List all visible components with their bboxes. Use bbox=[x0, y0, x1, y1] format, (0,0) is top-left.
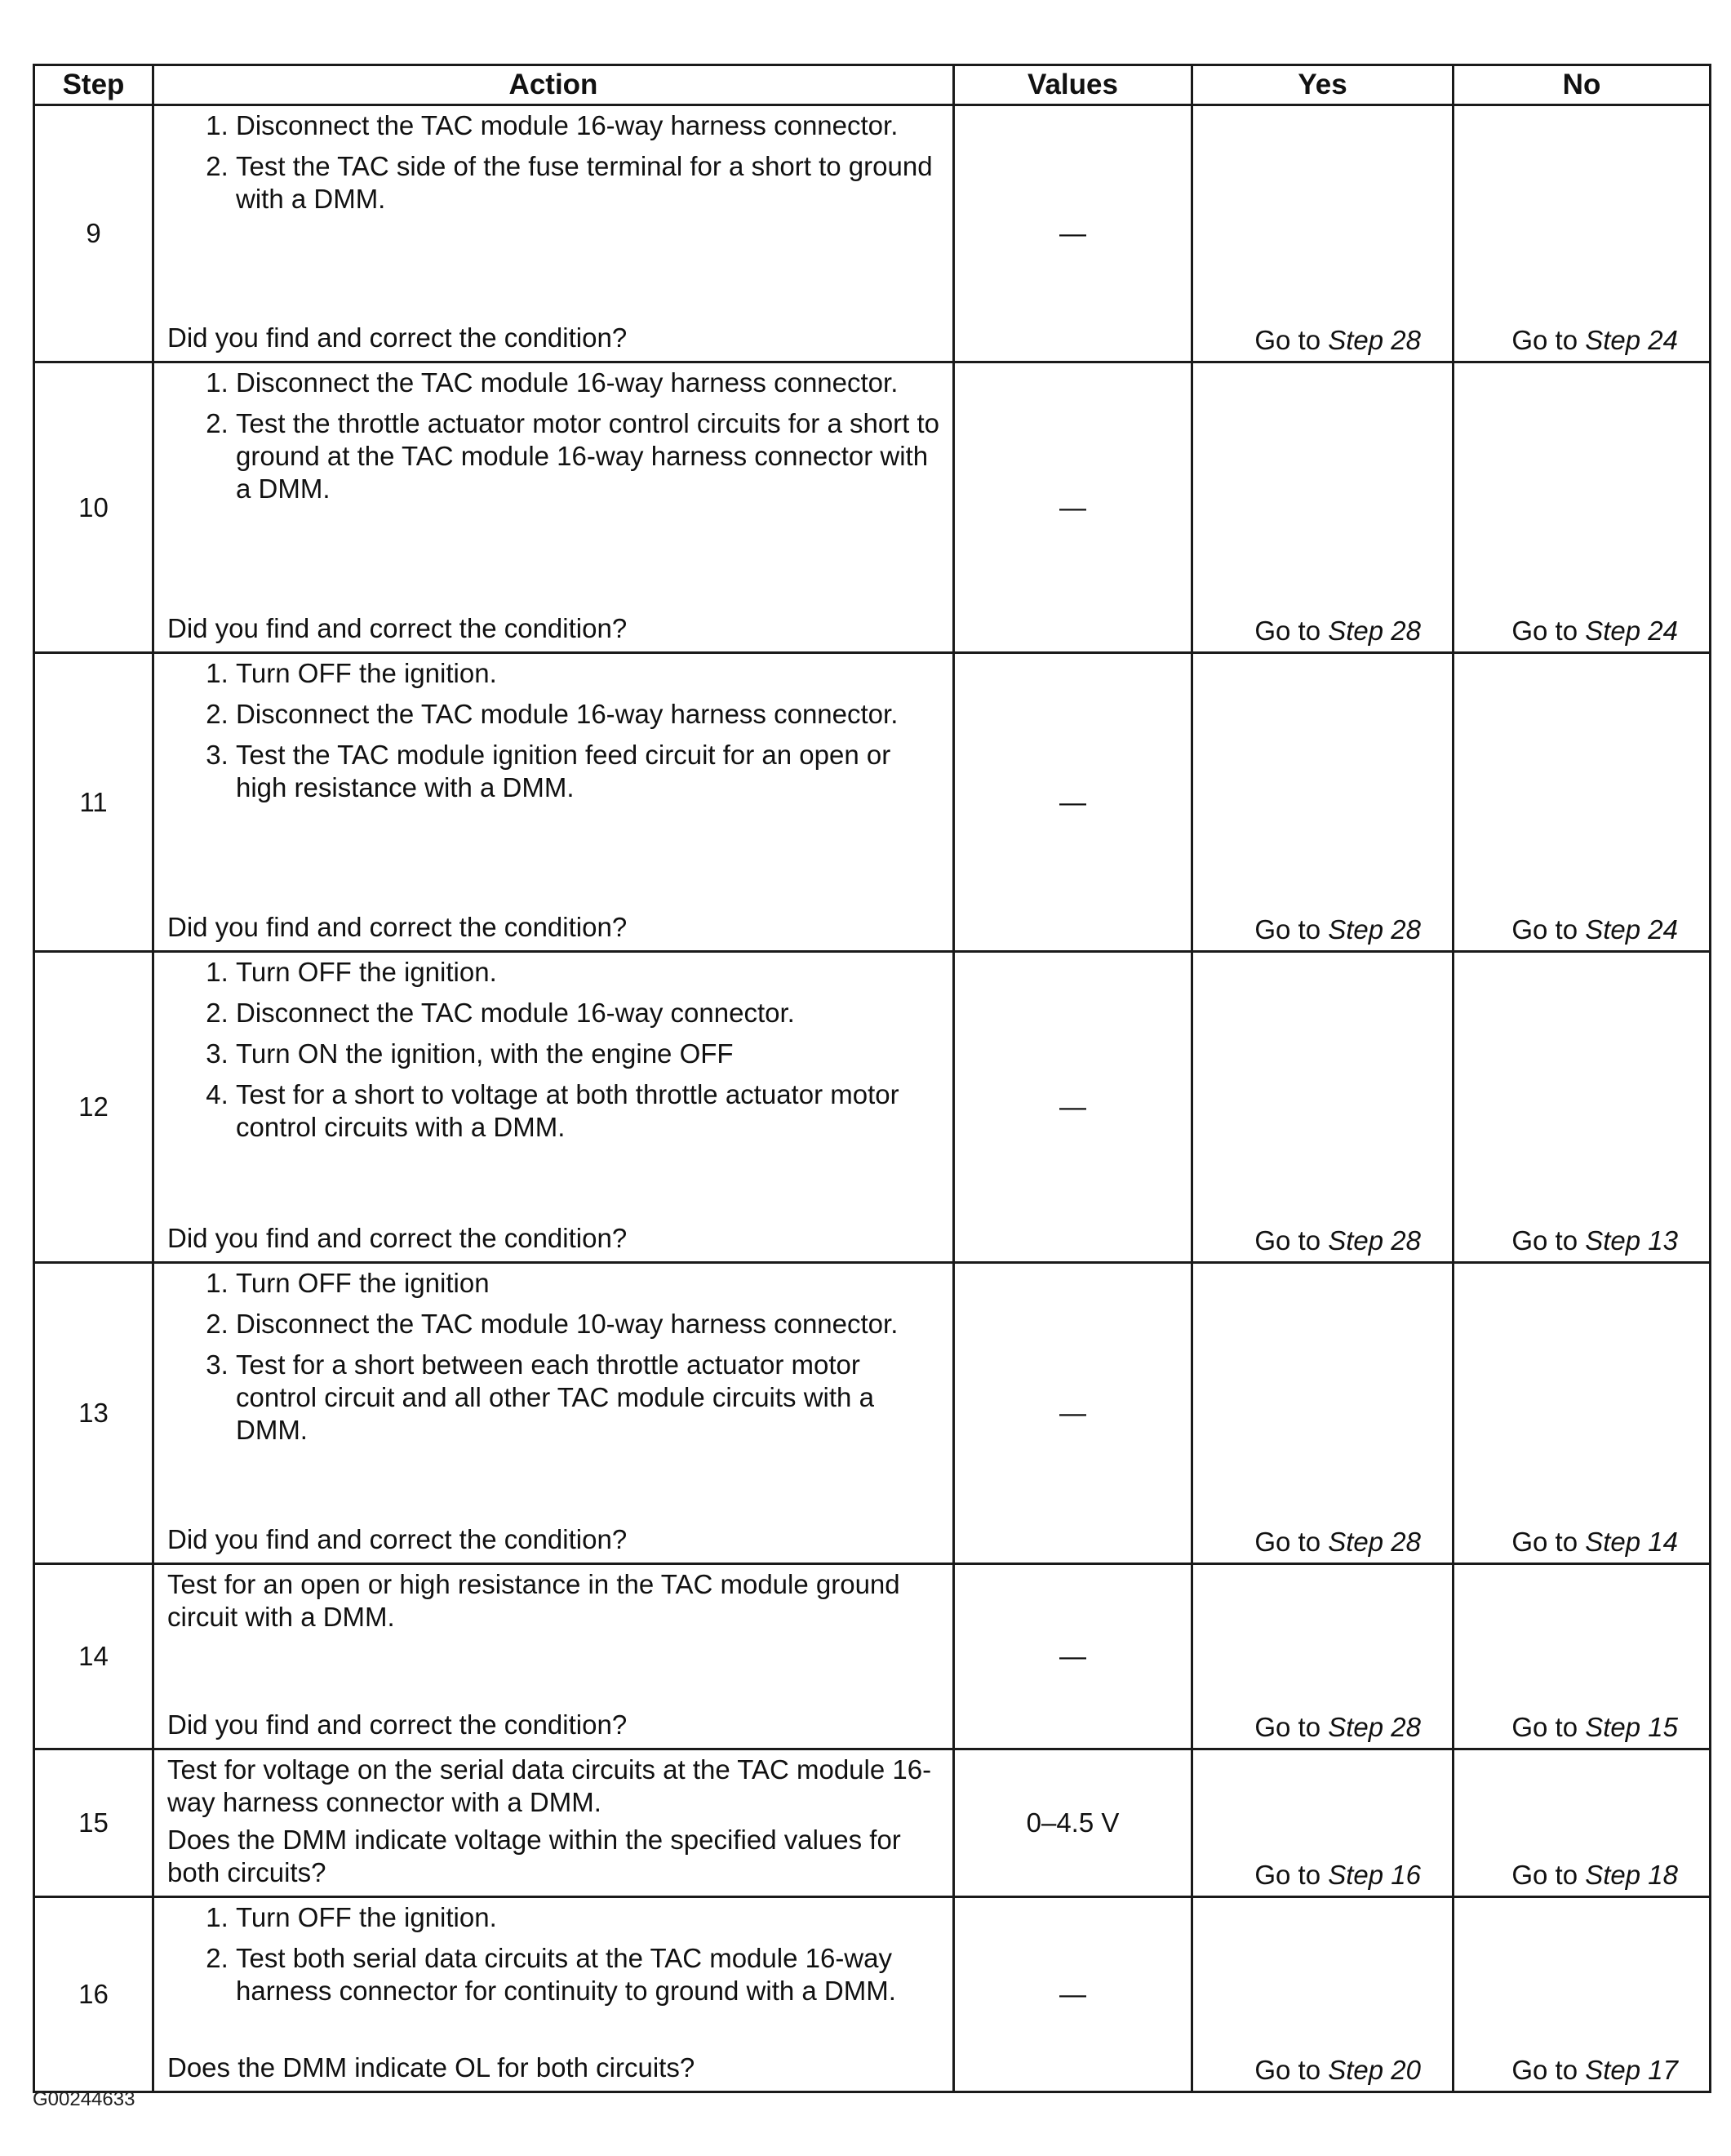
header-no: No bbox=[1454, 65, 1711, 105]
table-row bbox=[34, 1564, 1711, 1749]
action-text: Test for voltage on the serial data circuits at the TAC module 16-way harness connector with a DMM. bbox=[167, 1754, 932, 1817]
goto-prefix: Go to bbox=[1511, 616, 1578, 646]
action-question: Did you find and correct the condition? bbox=[167, 912, 628, 942]
step-number: 11 bbox=[34, 653, 153, 952]
value-cell: — bbox=[954, 362, 1192, 653]
no-step-ref: Step 15 bbox=[1585, 1712, 1678, 1742]
goto-prefix: Go to bbox=[1254, 1712, 1321, 1742]
action-question: Does the DMM indicate OL for both circuits? bbox=[167, 2052, 695, 2083]
step-number: 13 bbox=[34, 1263, 153, 1564]
table-row bbox=[34, 362, 1711, 653]
no-step-ref: Step 17 bbox=[1585, 2055, 1678, 2085]
action-cell bbox=[153, 1263, 954, 1564]
goto-prefix: Go to bbox=[1254, 325, 1321, 355]
action-step-item: 2. Test the throttle actuator motor control circuits for a short to ground at the TAC module 16-way harness connector with a DMM. bbox=[236, 407, 941, 505]
action-step-item: 1. Turn OFF the ignition. bbox=[236, 657, 941, 690]
goto-prefix: Go to bbox=[1511, 1860, 1578, 1890]
yes-cell bbox=[1192, 1564, 1454, 1749]
no-cell bbox=[1454, 362, 1711, 653]
action-step-item: 3. Test for a short between each throttle actuator motor control circuit and all other TAC module circuits with a DMM. bbox=[236, 1349, 941, 1447]
diagnostic-table bbox=[33, 64, 1711, 2093]
action-step-item: 1. Turn OFF the ignition bbox=[236, 1267, 941, 1300]
goto-prefix: Go to bbox=[1511, 1527, 1578, 1557]
yes-step-ref: Step 28 bbox=[1328, 1527, 1421, 1557]
action-cell bbox=[153, 1749, 954, 1897]
goto-prefix: Go to bbox=[1254, 1527, 1321, 1557]
action-step-item: 1. Turn OFF the ignition. bbox=[236, 1901, 941, 1934]
action-cell bbox=[153, 105, 954, 362]
yes-step-ref: Step 28 bbox=[1328, 914, 1421, 945]
step-number: 9 bbox=[34, 105, 153, 362]
action-step-item: 3. Turn ON the ignition, with the engine OFF bbox=[236, 1038, 941, 1070]
goto-prefix: Go to bbox=[1511, 2055, 1578, 2085]
yes-step-ref: Step 28 bbox=[1328, 616, 1421, 646]
goto-prefix: Go to bbox=[1511, 1225, 1578, 1256]
action-step-item: 2. Disconnect the TAC module 16-way harness connector. bbox=[236, 698, 941, 731]
no-step-ref: Step 14 bbox=[1585, 1527, 1678, 1557]
action-steps bbox=[167, 657, 941, 812]
goto-prefix: Go to bbox=[1511, 1712, 1578, 1742]
table-row bbox=[34, 1897, 1711, 2092]
no-cell bbox=[1454, 1897, 1711, 2092]
goto-prefix: Go to bbox=[1511, 325, 1578, 355]
action-steps bbox=[167, 367, 941, 513]
step-number: 10 bbox=[34, 362, 153, 653]
action-question: Did you find and correct the condition? bbox=[167, 613, 628, 643]
action-question: Did you find and correct the condition? bbox=[167, 1524, 628, 1554]
yes-step-ref: Step 28 bbox=[1328, 1225, 1421, 1256]
value-cell: — bbox=[954, 653, 1192, 952]
no-cell bbox=[1454, 653, 1711, 952]
no-step-ref: Step 24 bbox=[1585, 914, 1678, 945]
header-yes: Yes bbox=[1192, 65, 1454, 105]
action-steps bbox=[167, 1267, 941, 1455]
action-cell bbox=[153, 1564, 954, 1749]
no-step-ref: Step 24 bbox=[1585, 616, 1678, 646]
yes-step-ref: Step 28 bbox=[1328, 1712, 1421, 1742]
action-question: Did you find and correct the condition? bbox=[167, 322, 628, 353]
action-step-item: 4. Test for a short to voltage at both throttle actuator motor control circuits with a DMM. bbox=[236, 1078, 941, 1144]
goto-prefix: Go to bbox=[1254, 2055, 1321, 2085]
action-step-item: 1. Turn OFF the ignition. bbox=[236, 956, 941, 989]
no-step-ref: Step 18 bbox=[1585, 1860, 1678, 1890]
action-steps bbox=[167, 956, 941, 1152]
no-cell bbox=[1454, 1263, 1711, 1564]
step-number: 12 bbox=[34, 952, 153, 1263]
action-cell bbox=[153, 952, 954, 1263]
yes-cell bbox=[1192, 1749, 1454, 1897]
step-number: 14 bbox=[34, 1564, 153, 1749]
no-cell bbox=[1454, 105, 1711, 362]
table-row bbox=[34, 952, 1711, 1263]
yes-step-ref: Step 16 bbox=[1328, 1860, 1421, 1890]
figure-id: G00244633 bbox=[33, 2088, 135, 2110]
goto-prefix: Go to bbox=[1511, 914, 1578, 945]
goto-prefix: Go to bbox=[1254, 1225, 1321, 1256]
header-values: Values bbox=[954, 65, 1192, 105]
no-step-ref: Step 13 bbox=[1585, 1225, 1678, 1256]
value-cell: — bbox=[954, 105, 1192, 362]
action-step-item: 3. Test the TAC module ignition feed circuit for an open or high resistance with a DMM. bbox=[236, 739, 941, 804]
no-cell bbox=[1454, 1564, 1711, 1749]
no-step-ref: Step 24 bbox=[1585, 325, 1678, 355]
value-cell: — bbox=[954, 1564, 1192, 1749]
action-question: Did you find and correct the condition? bbox=[167, 1709, 628, 1740]
action-step-item: 2. Disconnect the TAC module 16-way connector. bbox=[236, 997, 941, 1029]
action-cell bbox=[153, 653, 954, 952]
action-cell bbox=[153, 1897, 954, 2092]
action-question: Did you find and correct the condition? bbox=[167, 1223, 628, 1253]
table-row bbox=[34, 1263, 1711, 1564]
action-step-item: 2. Disconnect the TAC module 10-way harness connector. bbox=[236, 1308, 941, 1340]
action-question: Does the DMM indicate voltage within the specified values for both circuits? bbox=[167, 1825, 901, 1887]
yes-cell bbox=[1192, 1897, 1454, 2092]
action-text: Test for an open or high resistance in the TAC module ground circuit with a DMM. bbox=[167, 1569, 900, 1632]
action-step-item: 2. Test the TAC side of the fuse terminal for a short to ground with a DMM. bbox=[236, 150, 941, 216]
no-cell bbox=[1454, 952, 1711, 1263]
table-row bbox=[34, 653, 1711, 952]
header-action: Action bbox=[153, 65, 954, 105]
step-number: 15 bbox=[34, 1749, 153, 1897]
step-number: 16 bbox=[34, 1897, 153, 2092]
value-cell: — bbox=[954, 1897, 1192, 2092]
action-step-item: 1. Disconnect the TAC module 16-way harness connector. bbox=[236, 109, 941, 142]
action-step-item: 1. Disconnect the TAC module 16-way harness connector. bbox=[236, 367, 941, 399]
action-steps bbox=[167, 109, 941, 224]
header-row bbox=[34, 65, 1711, 105]
value-cell: — bbox=[954, 1263, 1192, 1564]
yes-cell bbox=[1192, 362, 1454, 653]
yes-cell bbox=[1192, 1263, 1454, 1564]
yes-step-ref: Step 28 bbox=[1328, 325, 1421, 355]
yes-step-ref: Step 20 bbox=[1328, 2055, 1421, 2085]
action-steps bbox=[167, 1901, 941, 2016]
value-cell: 0–4.5 V bbox=[954, 1749, 1192, 1897]
yes-cell bbox=[1192, 105, 1454, 362]
value-cell: — bbox=[954, 952, 1192, 1263]
table-row bbox=[34, 1749, 1711, 1897]
goto-prefix: Go to bbox=[1254, 914, 1321, 945]
table-row bbox=[34, 105, 1711, 362]
yes-cell bbox=[1192, 952, 1454, 1263]
action-step-item: 2. Test both serial data circuits at the TAC module 16-way harness connector for continuity to ground with a DMM. bbox=[236, 1942, 941, 2007]
header-step: Step bbox=[34, 65, 153, 105]
action-cell bbox=[153, 362, 954, 653]
no-cell bbox=[1454, 1749, 1711, 1897]
goto-prefix: Go to bbox=[1254, 1860, 1321, 1890]
yes-cell bbox=[1192, 653, 1454, 952]
goto-prefix: Go to bbox=[1254, 616, 1321, 646]
